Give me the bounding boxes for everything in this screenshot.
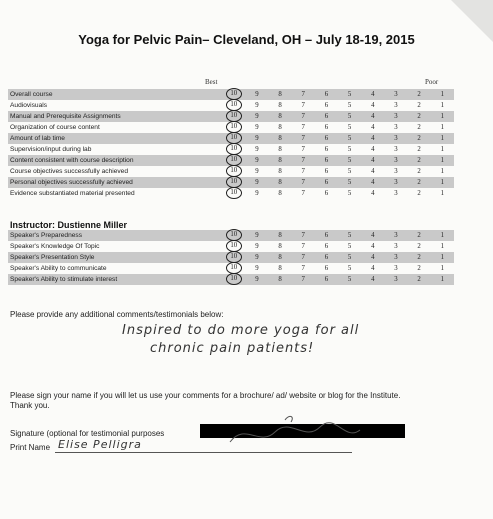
rating-value: 7	[292, 263, 315, 274]
rating-value: 7	[292, 100, 315, 111]
rating-value: 3	[384, 133, 407, 144]
rating-value: 2	[408, 122, 431, 133]
rating-circle: 10	[226, 176, 242, 188]
rating-value: 1	[431, 177, 454, 188]
rating-item-label: Manual and Prerequisite Assignments	[8, 111, 222, 122]
rating-value: 1	[431, 133, 454, 144]
rating-value: 3	[384, 274, 407, 285]
rating-value: 8	[269, 252, 292, 263]
rating-value: 6	[315, 133, 338, 144]
selected-rating	[222, 274, 245, 285]
rating-value: 6	[315, 252, 338, 263]
rating-item-label: Speaker's Preparedness	[8, 230, 222, 241]
rating-value: 2	[408, 252, 431, 263]
rating-value: 8	[269, 144, 292, 155]
rating-value: 5	[338, 111, 361, 122]
rating-value: 3	[384, 252, 407, 263]
rating-value: 4	[361, 188, 384, 199]
rating-value: 3	[384, 89, 407, 100]
rating-value: 4	[361, 166, 384, 177]
rating-item-label: Content consistent with course description	[8, 155, 222, 166]
rating-value: 6	[315, 100, 338, 111]
rating-value: 9	[245, 133, 268, 144]
rating-value: 7	[292, 241, 315, 252]
rating-value: 2	[408, 263, 431, 274]
rating-value: 5	[338, 100, 361, 111]
rating-value: 3	[384, 188, 407, 199]
rating-value: 4	[361, 252, 384, 263]
comments-prompt: Please provide any additional comments/testimonials below:	[10, 310, 224, 319]
rating-value: 5	[338, 274, 361, 285]
print-name-value: Elise Pelligra	[58, 438, 142, 451]
rating-value: 6	[315, 230, 338, 241]
rating-item-label: Speaker's Presentation Style	[8, 252, 222, 263]
rating-value: 6	[315, 122, 338, 133]
rating-item-label: Speaker's Ability to stimulate interest	[8, 274, 222, 285]
rating-item-label: Overall course	[8, 89, 222, 100]
rating-value: 4	[361, 177, 384, 188]
selected-rating	[222, 188, 245, 199]
rating-value: 3	[384, 263, 407, 274]
rating-value: 9	[245, 100, 268, 111]
rating-value: 2	[408, 241, 431, 252]
rating-value: 8	[269, 89, 292, 100]
rating-circle: 10	[226, 262, 242, 274]
rating-value: 7	[292, 177, 315, 188]
rating-item-label: Evidence substantiated material presented	[8, 188, 222, 199]
rating-value: 5	[338, 177, 361, 188]
rating-value: 1	[431, 241, 454, 252]
rating-item-label: Amount of lab time	[8, 133, 222, 144]
rating-value: 9	[245, 89, 268, 100]
rating-value: 4	[361, 122, 384, 133]
rating-circle: 10	[226, 165, 242, 177]
rating-circle: 10	[226, 88, 242, 100]
permission-text-line-2: Thank you.	[10, 401, 50, 410]
rating-value: 3	[384, 122, 407, 133]
course-rating-row	[8, 188, 454, 199]
rating-value: 3	[384, 155, 407, 166]
rating-value: 3	[384, 100, 407, 111]
rating-value: 1	[431, 166, 454, 177]
rating-value: 8	[269, 230, 292, 241]
rating-value: 2	[408, 274, 431, 285]
rating-value: 8	[269, 166, 292, 177]
rating-value: 4	[361, 144, 384, 155]
rating-value: 9	[245, 241, 268, 252]
instructor-rating-row	[8, 274, 454, 285]
rating-value: 1	[431, 122, 454, 133]
signature-scrawl	[225, 412, 365, 452]
rating-value: 8	[269, 133, 292, 144]
rating-value: 1	[431, 89, 454, 100]
rating-value: 6	[315, 144, 338, 155]
rating-value: 1	[431, 263, 454, 274]
rating-value: 3	[384, 230, 407, 241]
rating-value: 5	[338, 155, 361, 166]
rating-value: 1	[431, 111, 454, 122]
rating-value: 4	[361, 263, 384, 274]
rating-circle: 10	[226, 99, 242, 111]
rating-value: 1	[431, 274, 454, 285]
rating-value: 8	[269, 241, 292, 252]
rating-value: 2	[408, 133, 431, 144]
rating-value: 5	[338, 133, 361, 144]
rating-value: 2	[408, 89, 431, 100]
rating-circle: 10	[226, 110, 242, 122]
rating-value: 7	[292, 274, 315, 285]
rating-value: 6	[315, 177, 338, 188]
form-title: Yoga for Pelvic Pain– Cleveland, OH – July 18-19, 2015	[78, 32, 415, 47]
rating-value: 9	[245, 122, 268, 133]
rating-value: 2	[408, 230, 431, 241]
rating-value: 6	[315, 111, 338, 122]
rating-value: 9	[245, 177, 268, 188]
rating-value: 5	[338, 144, 361, 155]
rating-value: 7	[292, 89, 315, 100]
rating-value: 8	[269, 263, 292, 274]
rating-item-label: Speaker's Knowledge Of Topic	[8, 241, 222, 252]
rating-value: 2	[408, 144, 431, 155]
rating-value: 1	[431, 252, 454, 263]
rating-value: 6	[315, 166, 338, 177]
rating-value: 2	[408, 166, 431, 177]
rating-value: 7	[292, 122, 315, 133]
rating-value: 2	[408, 177, 431, 188]
rating-value: 7	[292, 166, 315, 177]
course-ratings-table	[8, 89, 454, 199]
rating-circle: 10	[226, 273, 242, 285]
rating-value: 3	[384, 241, 407, 252]
rating-value: 3	[384, 111, 407, 122]
instructor-heading: Instructor: Dustienne Miller	[10, 220, 128, 230]
rating-value: 7	[292, 144, 315, 155]
rating-item-label: Organization of course content	[8, 122, 222, 133]
rating-value: 6	[315, 263, 338, 274]
rating-value: 4	[361, 89, 384, 100]
rating-value: 6	[315, 241, 338, 252]
print-name-label: Print Name	[10, 443, 51, 452]
rating-value: 9	[245, 230, 268, 241]
signature-label: Signature (optional for testimonial purposes	[10, 429, 165, 438]
rating-value: 9	[245, 166, 268, 177]
rating-value: 5	[338, 89, 361, 100]
rating-value: 5	[338, 252, 361, 263]
rating-value: 5	[338, 166, 361, 177]
rating-value: 8	[269, 122, 292, 133]
rating-value: 9	[245, 274, 268, 285]
rating-value: 5	[338, 263, 361, 274]
rating-value: 7	[292, 252, 315, 263]
rating-value: 8	[269, 155, 292, 166]
rating-value: 4	[361, 241, 384, 252]
rating-circle: 10	[226, 154, 242, 166]
permission-text-line-1: Please sign your name if you will let us use your comments for a brochure/ ad/ website or blog for the Institute.	[10, 391, 401, 400]
rating-value: 8	[269, 188, 292, 199]
rating-item-label: Personal objectives successfully achieved	[8, 177, 222, 188]
scale-best-label: Best	[205, 78, 218, 86]
rating-value: 8	[269, 177, 292, 188]
rating-value: 7	[292, 188, 315, 199]
rating-value: 4	[361, 111, 384, 122]
rating-value: 2	[408, 111, 431, 122]
rating-value: 4	[361, 155, 384, 166]
rating-value: 3	[384, 144, 407, 155]
rating-value: 4	[361, 133, 384, 144]
rating-value: 7	[292, 111, 315, 122]
rating-value: 2	[408, 100, 431, 111]
rating-value: 2	[408, 155, 431, 166]
rating-item-label: Speaker's Ability to communicate	[8, 263, 222, 274]
rating-item-label: Supervision/input during lab	[8, 144, 222, 155]
scale-poor-label: Poor	[425, 78, 439, 86]
rating-value: 7	[292, 155, 315, 166]
rating-value: 4	[361, 274, 384, 285]
rating-value: 3	[384, 177, 407, 188]
rating-circle: 10	[226, 132, 242, 144]
rating-value: 8	[269, 111, 292, 122]
rating-circle: 10	[226, 187, 242, 199]
handwritten-comment-line-2: chronic pain patients!	[150, 341, 315, 356]
rating-value: 6	[315, 274, 338, 285]
handwritten-comment-line-1: Inspired to do more yoga for all	[122, 323, 360, 338]
rating-value: 6	[315, 89, 338, 100]
rating-value: 7	[292, 133, 315, 144]
rating-circle: 10	[226, 143, 242, 155]
rating-value: 1	[431, 144, 454, 155]
rating-circle: 10	[226, 121, 242, 133]
rating-circle: 10	[226, 240, 242, 252]
rating-value: 9	[245, 155, 268, 166]
rating-value: 4	[361, 230, 384, 241]
rating-value: 7	[292, 230, 315, 241]
rating-value: 9	[245, 188, 268, 199]
rating-value: 6	[315, 155, 338, 166]
rating-value: 1	[431, 155, 454, 166]
print-name-line	[55, 452, 352, 453]
rating-circle: 10	[226, 251, 242, 263]
rating-value: 8	[269, 274, 292, 285]
instructor-ratings-table	[8, 230, 454, 285]
rating-value: 9	[245, 263, 268, 274]
rating-value: 9	[245, 144, 268, 155]
rating-value: 9	[245, 252, 268, 263]
rating-value: 1	[431, 230, 454, 241]
rating-value: 8	[269, 100, 292, 111]
rating-value: 5	[338, 230, 361, 241]
rating-value: 9	[245, 111, 268, 122]
rating-value: 5	[338, 188, 361, 199]
rating-value: 1	[431, 188, 454, 199]
rating-value: 2	[408, 188, 431, 199]
rating-value: 3	[384, 166, 407, 177]
rating-item-label: Course objectives successfully achieved	[8, 166, 222, 177]
rating-value: 5	[338, 241, 361, 252]
rating-circle: 10	[226, 229, 242, 241]
rating-value: 1	[431, 100, 454, 111]
rating-item-label: Audiovisuals	[8, 100, 222, 111]
rating-value: 4	[361, 100, 384, 111]
rating-value: 6	[315, 188, 338, 199]
rating-value: 5	[338, 122, 361, 133]
